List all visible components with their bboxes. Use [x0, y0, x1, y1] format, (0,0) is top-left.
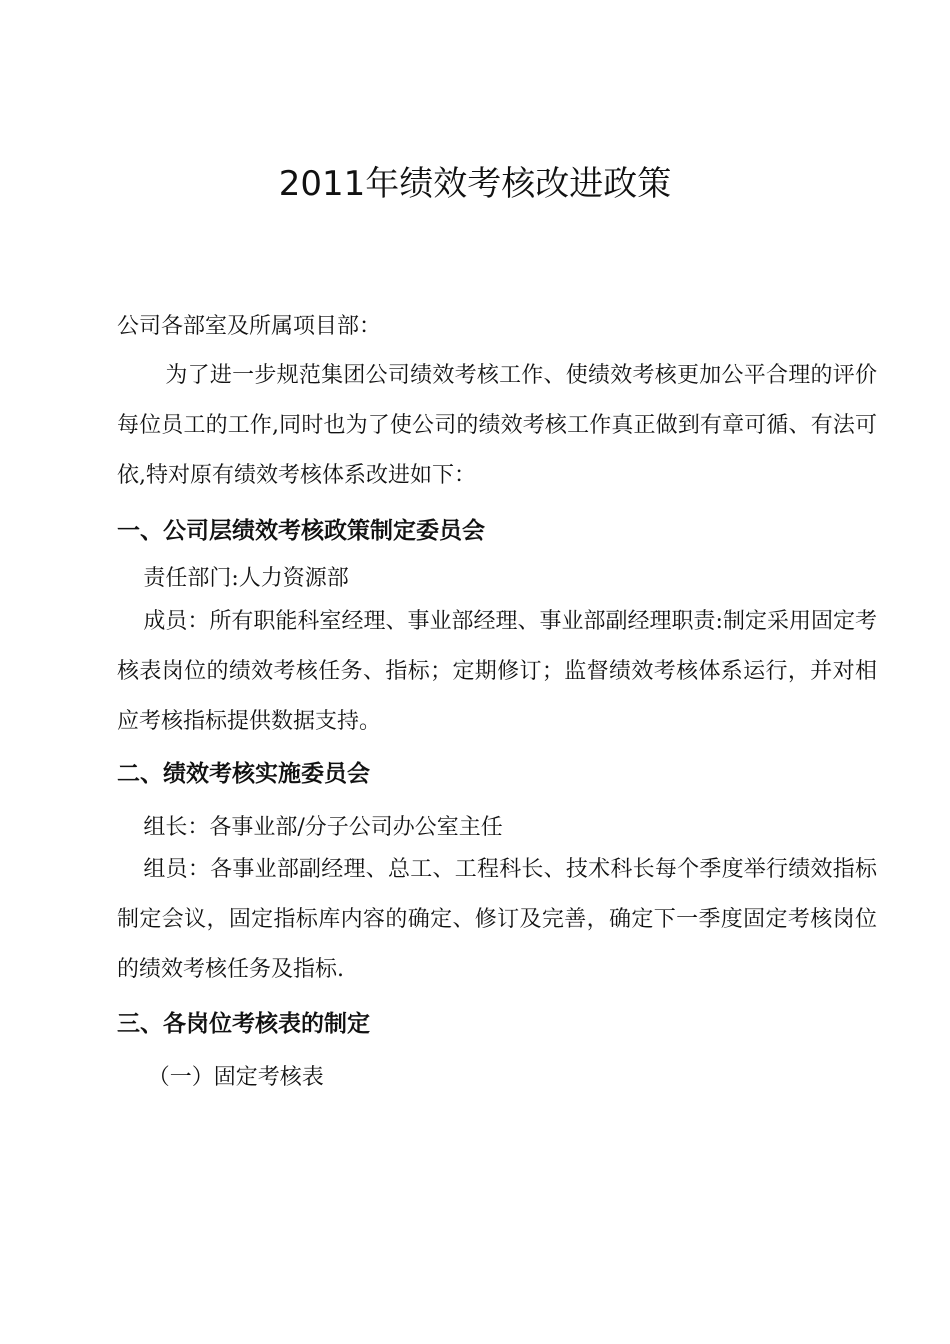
responsible-department: 责任部门:人力资源部 — [143, 566, 349, 591]
committee-members-paragraph: 成员：所有职能科室经理、事业部经理、事业部副经理职责:制定采用固定考核表岗位的绩效考核任务、指标；定期修订；监督绩效考核体系运行，并对相应考核指标提供数据支持。 — [117, 609, 877, 734]
document-title: 2011年绩效考核改进政策 — [278, 164, 672, 204]
section-heading-2: 二、绩效考核实施委员会 — [117, 761, 370, 787]
subsection-fixed-assessment-form: （一）固定考核表 — [147, 1065, 324, 1090]
team-members-paragraph: 组员：各事业部副经理、总工、工程科长、技术科长每个季度举行绩效指标制定会议，固定指标库内容的确定、修订及完善，确定下一季度固定考核岗位的绩效考核任务及指标. — [117, 857, 877, 982]
section-heading-1: 一、公司层绩效考核政策制定委员会 — [117, 518, 485, 544]
salutation: 公司各部室及所属项目部： — [117, 314, 382, 339]
team-leader: 组长：各事业部/分子公司办公室主任 — [143, 815, 503, 840]
section-heading-3: 三、各岗位考核表的制定 — [117, 1011, 370, 1037]
intro-paragraph: 为了进一步规范集团公司绩效考核工作、使绩效考核更加公平合理的评价每位员工的工作,同时也为了使公司的绩效考核工作真正做到有章可循、有法可依,特对原有绩效考核体系改进如下： — [117, 363, 877, 488]
